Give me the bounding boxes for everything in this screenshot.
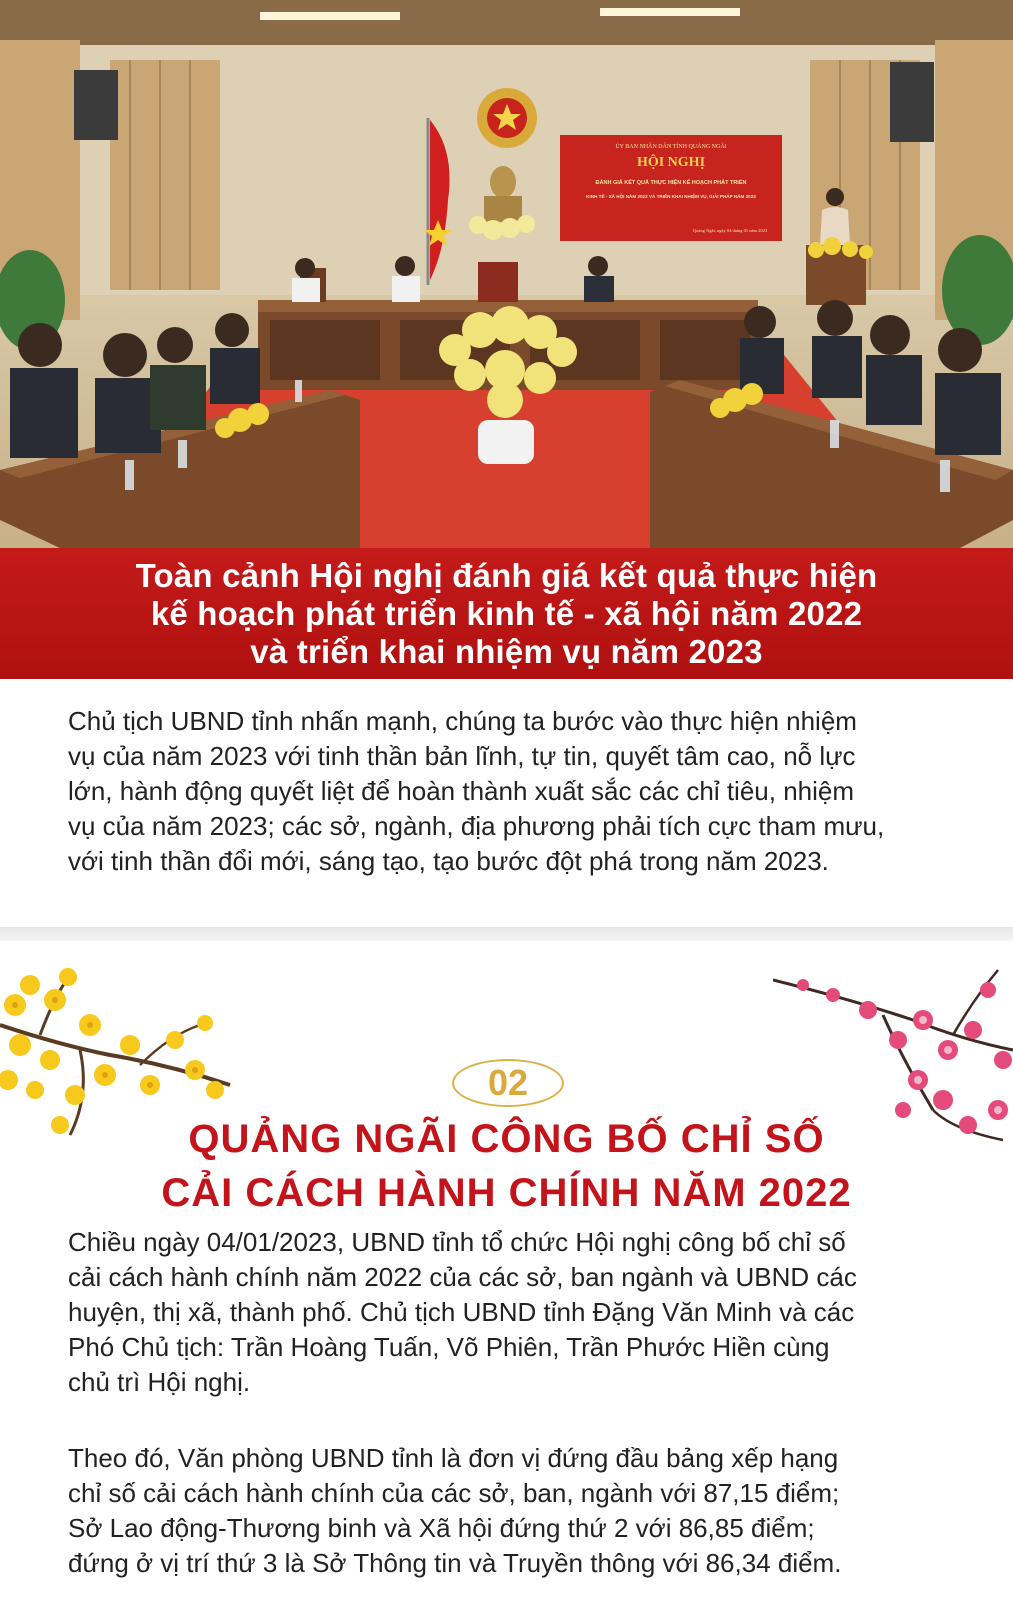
paragraph-1-line-4: Phó Chủ tịch: Trần Hoàng Tuấn, Võ Phiên, Trần Phước Hiền cùng [68, 1332, 830, 1362]
banner-subtitle-2: KINH TẾ - XÃ HỘI NĂM 2022 VÀ TRIỂN KHAI NHIỆM VỤ, GIẢI PHÁP NĂM 2023 [586, 194, 756, 199]
intro-line-3: lớn, hành động quyết liệt để hoàn thành xuất sắc các chỉ tiêu, nhiệm [68, 776, 855, 806]
photo-caption [0, 548, 1013, 679]
intro-paragraph [68, 704, 944, 879]
paragraph-2-line-3: Sở Lao động-Thương binh và Xã hội đứng thứ 2 với 86,85 điểm; [68, 1513, 815, 1543]
conference-banner [560, 135, 782, 241]
intro-line-5: với tinh thần đổi mới, sáng tạo, tạo bước đột phá trong năm 2023. [68, 846, 829, 876]
section-title-line-2: CẢI CÁCH HÀNH CHÍNH NĂM 2022 [161, 1171, 852, 1215]
banner-date: Quảng Ngãi, ngày 04 tháng 01 năm 2023 [692, 228, 768, 233]
paragraph-2-line-1: Theo đó, Văn phòng UBND tỉnh là đơn vị đứng đầu bảng xếp hạng [68, 1443, 839, 1473]
section-paragraph-1 [68, 1225, 944, 1400]
section-title [0, 1112, 1013, 1220]
paragraph-1-line-2: cải cách hành chính năm 2022 của các sở, ban ngành và UBND các [68, 1262, 857, 1292]
intro-line-2: vụ của năm 2023 với tinh thần bản lĩnh, tự tin, quyết tâm cao, nỗ lực [68, 741, 856, 771]
paragraph-2-line-2: chỉ số cải cách hành chính của các sở, ban, ngành với 87,15 điểm; [68, 1478, 840, 1508]
paragraph-2-line-4: đứng ở vị trí thứ 3 là Sở Thông tin và Truyền thông với 86,34 điểm. [68, 1548, 842, 1578]
paragraph-1-line-3: huyện, thị xã, thành phố. Chủ tịch UBND tỉnh Đặng Văn Minh và các [68, 1297, 855, 1327]
caption-line-3: và triển khai nhiệm vụ năm 2023 [250, 632, 763, 670]
intro-line-4: vụ của năm 2023; các sở, ngành, địa phương phải tích cực tham mưu, [68, 811, 885, 841]
paragraph-1-line-1: Chiều ngày 04/01/2023, UBND tỉnh tổ chức Hội nghị công bố chỉ số [68, 1227, 846, 1257]
caption-line-1: Toàn cảnh Hội nghị đánh giá kết quả thực hiện [135, 556, 878, 594]
conference-photo [0, 0, 1013, 548]
banner-org: ỦY BAN NHÂN DÂN TỈNH QUẢNG NGÃI [615, 144, 727, 150]
banner-subtitle-1: ĐÁNH GIÁ KẾT QUẢ THỰC HIỆN KẾ HOẠCH PHÁT TRIỂN [595, 180, 747, 186]
caption-line-2: kế hoạch phát triển kinh tế - xã hội năm 2022 [150, 594, 863, 632]
conference-hall-illustration [0, 0, 1013, 548]
section-paragraph-2 [68, 1441, 944, 1581]
section-divider [0, 927, 1013, 941]
state-emblem [477, 88, 537, 148]
paragraph-1-line-5: chủ trì Hội nghị. [68, 1367, 251, 1397]
section-number-badge: 02 [452, 1059, 564, 1107]
intro-line-1: Chủ tịch UBND tỉnh nhấn mạnh, chúng ta bước vào thực hiện nhiệm [68, 706, 857, 736]
banner-title: HỘI NGHỊ [636, 155, 706, 170]
section-title-line-1: QUẢNG NGÃI CÔNG BỐ CHỈ SỐ [188, 1117, 825, 1161]
